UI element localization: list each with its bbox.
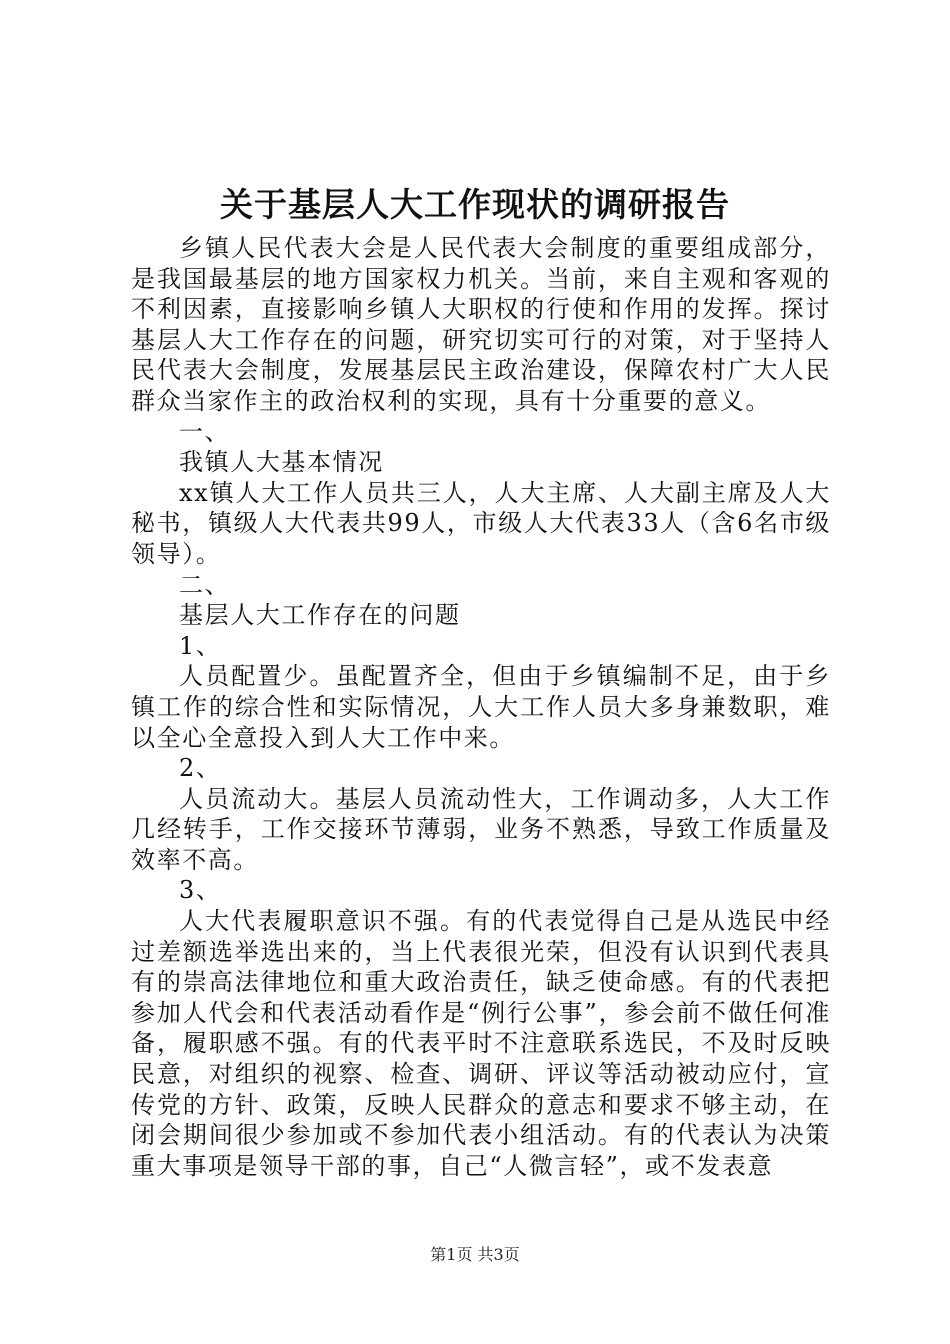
document-body <box>131 233 831 1181</box>
item-number-1: 1、 <box>179 631 222 660</box>
item-number-3: 3、 <box>179 876 222 905</box>
page-footer: 第1页 共3页 <box>430 1245 520 1264</box>
section-heading-1: 我镇人大基本情况 <box>179 448 384 477</box>
intro-paragraph: 乡镇人民代表大会是人民代表大会制度的重要组成部分，是我国最基层的地方国家权力机关。当前，来自主观和客观的不利因素，直接影响乡镇人大职权的行使和作用的发挥。探讨基层人大工作存在的问题，研究切实可行的对策，对于坚持人民代表大会制度，发展基层民主政治建设，保障农村广大人民群众当家作主的政治权利的实现，具有十分重要的意义。 <box>131 234 831 415</box>
item-number-2: 2、 <box>179 754 222 783</box>
item-paragraph-1: 人员配置少。虽配置齐全，但由于乡镇编制不足，由于乡镇工作的综合性和实际情况，人大工作人员大多身兼数职，难以全心全意投入到人大工作中来。 <box>131 662 831 752</box>
section-number-1: 一、 <box>179 417 231 446</box>
section-1-paragraph: xx镇人大工作人员共三人，人大主席、人大副主席及人大秘书，镇级人大代表共99人，市级人大代表33人（含6名市级领导）。 <box>131 478 831 568</box>
section-heading-2: 基层人大工作存在的问题 <box>179 601 461 630</box>
item-paragraph-3: 人大代表履职意识不强。有的代表觉得自己是从选民中经过差额选举选出来的，当上代表很光荣，但没有认识到代表具有的崇高法律地位和重大政治责任，缺乏使命感。有的代表把参加人代会和代表活动看作是“例行公事”，参会前不做任何准备，履职感不强。有的代表平时不注意联系选民，不及时反映民意，对组织的视察、检查、调研、评议等活动被动应付，宣传党的方针、政策，反映人民群众的意志和要求不够主动，在闭会期间很少参加或不参加代表小组活动。有的代表认为决策重大事项是领导干部的事，自己“人微言轻”，或不发表意 <box>131 907 831 1180</box>
section-number-2: 二、 <box>179 570 231 599</box>
item-paragraph-2: 人员流动大。基层人员流动性大，工作调动多，人大工作几经转手，工作交接环节薄弱，业务不熟悉，导致工作质量及效率不高。 <box>131 784 831 874</box>
document-title: 关于基层人大工作现状的调研报告 <box>220 185 730 224</box>
